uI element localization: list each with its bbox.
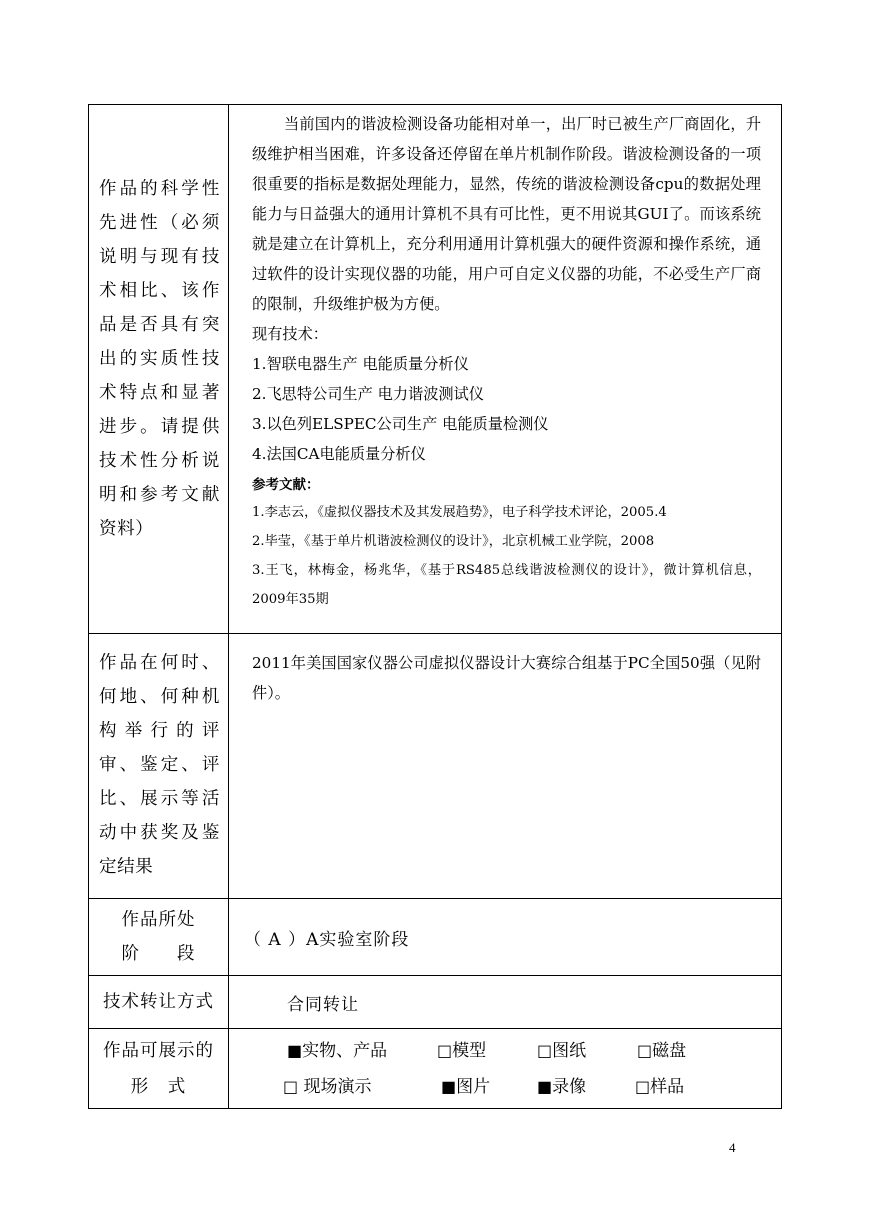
checkbox-checked-icon: ■ bbox=[537, 1076, 553, 1096]
display-option-disk[interactable]: □磁盘 bbox=[637, 1040, 687, 1061]
existing-tech-item: 3.以色列ELSPEC公司生产 电能质量检测仪 bbox=[252, 415, 549, 433]
references-title: 参考文献： bbox=[252, 477, 320, 493]
existing-tech-item: 2.飞思特公司生产 电力谐波测试仪 bbox=[252, 385, 484, 403]
display-option-video[interactable]: ■录像 bbox=[537, 1076, 587, 1097]
awards-label-cell bbox=[89, 634, 229, 899]
transfer-label: 技术转让方式 bbox=[103, 992, 214, 1012]
display-options-cell bbox=[229, 1029, 782, 1109]
transfer-value-cell bbox=[229, 976, 782, 1029]
stage-label-line2: 阶 段 bbox=[121, 944, 196, 964]
checkbox-icon: □ bbox=[283, 1076, 299, 1096]
reference-item: 3.王飞，林梅金，杨兆华，《基于RS485总线谐波检测仪的设计》，微计算机信息，2009年35期 bbox=[252, 563, 761, 607]
science-paragraph: 当前国内的谐波检测设备功能相对单一，出厂时已被生产厂商固化，升级维护相当困难，许多设备还停留在单片机制作阶段。谐波检测设备的一项很重要的指标是数据处理能力，显然，传统的谐波检测设备cpu的数据处理能力与日益强大的通用计算机不具有可比性，更不用说其GUI了。而该系统就是建立在计算机上，充分利用通用计算机强大的硬件资源和操作系统，通过软件的设计实现仪器的功能，用户可自定义仪器的功能，不必受生产厂商的限制，升级维护极为方便。 bbox=[252, 115, 761, 313]
existing-tech-item: 1.智联电器生产 电能质量分析仪 bbox=[252, 355, 469, 373]
transfer-value: 合同转让 bbox=[287, 994, 359, 1015]
display-label-line2: 形 式 bbox=[130, 1076, 187, 1097]
stage-value-cell bbox=[229, 899, 782, 976]
checkbox-icon: □ bbox=[537, 1040, 553, 1060]
checkbox-icon: □ bbox=[437, 1040, 453, 1060]
transfer-label-cell bbox=[89, 976, 229, 1029]
checkbox-icon: □ bbox=[637, 1040, 653, 1060]
project-info-table bbox=[88, 104, 782, 1109]
display-option-drawing[interactable]: □图纸 bbox=[537, 1040, 587, 1061]
stage-label-line1: 作品所处 bbox=[121, 910, 196, 930]
display-row bbox=[89, 1029, 782, 1109]
awards-label: 作品在何时、何地、何种机构举行的评审、鉴定、评比、展示等活动中获奖及鉴定结果 bbox=[99, 653, 220, 877]
display-option-pictures[interactable]: ■图片 bbox=[441, 1076, 491, 1097]
display-label-cell bbox=[89, 1029, 229, 1109]
reference-item: 1.李志云，《虚拟仪器技术及其发展趋势》，电子科学技术评论，2005.4 bbox=[252, 505, 667, 520]
stage-row bbox=[89, 899, 782, 976]
display-label-line1: 作品可展示的 bbox=[103, 1040, 214, 1061]
display-option-sample[interactable]: □样品 bbox=[635, 1076, 685, 1097]
display-option-physical[interactable]: ■实物、产品 bbox=[287, 1040, 388, 1061]
awards-content-cell bbox=[229, 634, 782, 899]
checkbox-checked-icon: ■ bbox=[441, 1076, 457, 1096]
stage-label-cell bbox=[89, 899, 229, 976]
page-number: 4 bbox=[729, 1140, 736, 1155]
science-label: 作品的科学性先进性（必须说明与现有技术相比、该作品是否具有突出的实质性技术特点和显著进步。请提供技术性分析说明和参考文献资料） bbox=[99, 179, 220, 539]
stage-value: （ A ）A实验室阶段 bbox=[244, 929, 410, 950]
checkbox-icon: □ bbox=[635, 1076, 651, 1096]
science-row bbox=[89, 105, 782, 634]
existing-tech-item: 4.法国CA电能质量分析仪 bbox=[252, 445, 426, 463]
checkbox-checked-icon: ■ bbox=[287, 1040, 303, 1060]
display-option-live-demo[interactable]: □ 现场演示 bbox=[283, 1076, 372, 1097]
reference-item: 2.毕莹，《基于单片机谐波检测仪的设计》，北京机械工业学院，2008 bbox=[252, 534, 655, 549]
awards-text: 2011年美国国家仪器公司虚拟仪器设计大赛综合组基于PC全国50强（见附件）。 bbox=[252, 654, 761, 702]
transfer-row bbox=[89, 976, 782, 1029]
awards-row bbox=[89, 634, 782, 899]
science-content-cell bbox=[229, 105, 782, 634]
display-option-model[interactable]: □模型 bbox=[437, 1040, 487, 1061]
science-label-cell bbox=[89, 105, 229, 634]
existing-tech-title: 现有技术： bbox=[252, 325, 328, 343]
